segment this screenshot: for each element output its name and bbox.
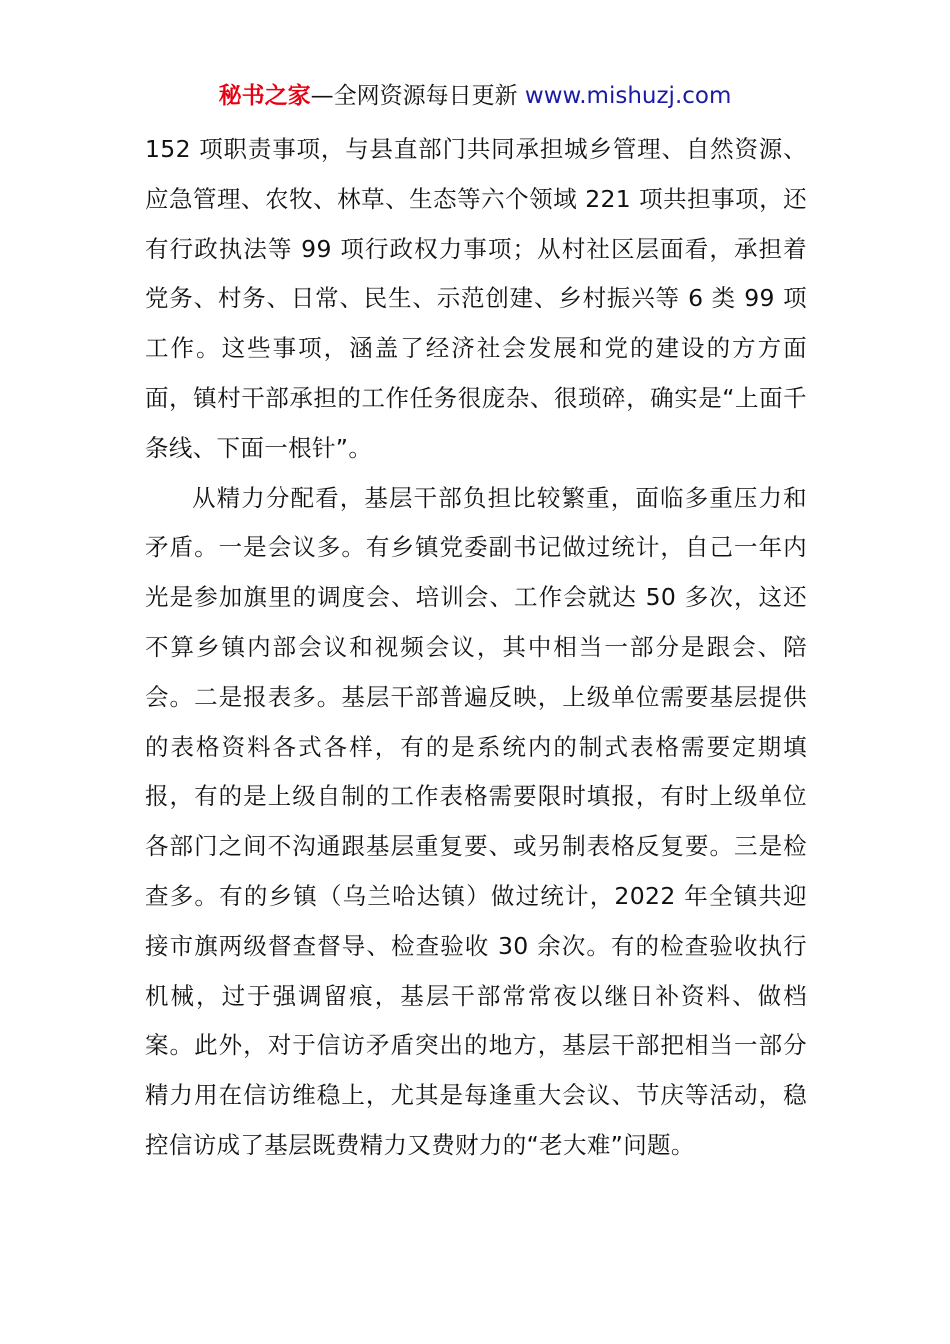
- site-header: [0, 80, 950, 112]
- paragraph-continued: 152 项职责事项，与县直部门共同承担城乡管理、自然资源、应急管理、农牧、林草、生态等六个领域 221 项共担事项，还有行政执法等 99 项行政权力事项；从村社区层面看，承担着党务、村务、日常、民生、示范创建、乡村振兴等 6 类 99 项工作。这些事项，涵盖了经济社会发展和党的建设的方方面面，镇村干部承担的工作任务很庞杂、很琐碎，确实是“上面千条线、下面一根针”。: [145, 135, 807, 462]
- document-body: [145, 125, 807, 1171]
- paragraph-energy-allocation: 从精力分配看，基层干部负担比较繁重，面临多重压力和矛盾。一是会议多。有乡镇党委副书记做过统计，自己一年内光是参加旗里的调度会、培训会、工作会就达 50 多次，这还不算乡镇内部会议和视频会议，其中相当一部分是跟会、陪会。二是报表多。基层干部普遍反映，上级单位需要基层提供的表格资料各式各样，有的是系统内的制式表格需要定期填报，有的是上级自制的工作表格需要限时填报，有时上级单位各部门之间不沟通跟基层重复要、或另制表格反复要。三是检查多。有的乡镇（乌兰哈达镇）做过统计，2022 年全镇共迎接市旗两级督查督导、检查验收 30 余次。有的检查验收执行机械，过于强调留痕，基层干部常常夜以继日补资料、做档案。此外，对于信访矛盾突出的地方，基层干部把相当一部分精力用在信访维稳上，尤其是每逢重大会议、节庆等活动，稳控信访成了基层既费精力又费财力的“老大难”问题。: [145, 483, 807, 1159]
- site-tagline: —全网资源每日更新: [310, 83, 518, 109]
- site-url-link[interactable]: www.mishuzj.com: [524, 83, 732, 109]
- site-brand: 秘书之家: [218, 83, 311, 109]
